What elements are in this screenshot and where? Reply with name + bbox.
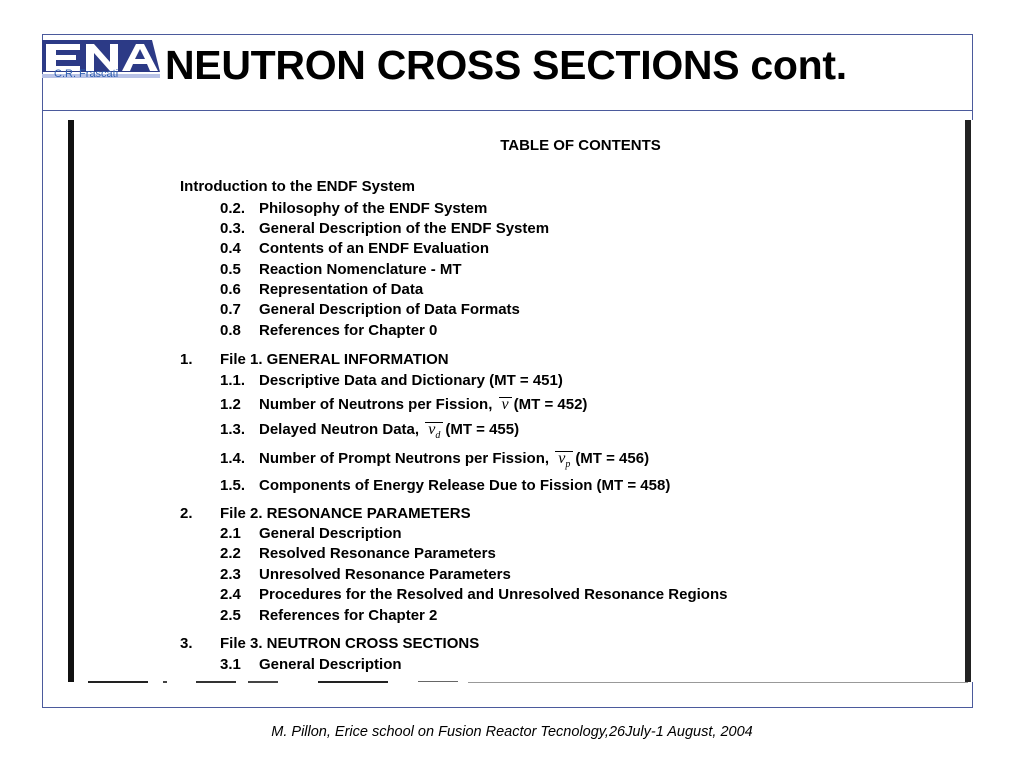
toc-item-text: Philosophy of the ENDF System xyxy=(259,200,488,217)
scan-border-left xyxy=(68,120,74,682)
toc-item-text: Components of Energy Release Due to Fission (MT = 458) xyxy=(259,477,671,494)
toc-item-text: References for Chapter 0 xyxy=(259,322,438,339)
toc-item-text-group xyxy=(259,220,549,237)
toc-item-text-group xyxy=(220,635,479,652)
toc-item-text-group xyxy=(259,421,519,443)
toc-item-number: 1.4. xyxy=(220,450,246,467)
toc-item-text: Contents of an ENDF Evaluation xyxy=(259,240,490,257)
toc-item-number: 2.5 xyxy=(220,607,241,624)
toc-item-number: 2.1 xyxy=(220,525,241,542)
nu-symbol-base: ν xyxy=(501,396,509,413)
toc-item-number: 0.5 xyxy=(220,261,241,278)
toc-item-text: Delayed Neutron Data, xyxy=(259,421,420,438)
toc-item-text: Resolved Resonance Parameters xyxy=(259,545,496,562)
toc-item-number: 2.4 xyxy=(220,586,241,603)
toc-item-text: File 3. NEUTRON CROSS SECTIONS xyxy=(220,635,480,652)
nu-symbol xyxy=(499,397,512,412)
toc-item-text: Procedures for the Resolved and Unresolved Resonance Regions xyxy=(259,586,728,603)
toc-item-text-group xyxy=(259,607,437,624)
nu-symbol-base: ν xyxy=(558,450,566,467)
toc-item-number: 3.1 xyxy=(220,656,241,673)
toc-item-text-group xyxy=(259,261,462,278)
toc-item-number: 2. xyxy=(180,505,193,522)
page-title: NEUTRON CROSS SECTIONS cont. xyxy=(165,42,847,88)
toc-item-text-group xyxy=(259,656,402,673)
toc-item-text-group xyxy=(220,351,449,368)
toc-item-mt: (MT = 452) xyxy=(513,396,588,413)
toc-item-text: General Description xyxy=(259,525,402,542)
toc-scan xyxy=(68,120,973,682)
toc-item-text-group xyxy=(259,545,496,562)
toc-item-text: Descriptive Data and Dictionary (MT = 451) xyxy=(259,372,563,389)
toc-item-text: References for Chapter 2 xyxy=(259,607,438,624)
toc-item-number: 0.4 xyxy=(220,240,241,257)
toc-item-text-group xyxy=(259,450,649,472)
toc-item-text-group xyxy=(259,477,670,494)
toc-item-text-group xyxy=(259,322,437,339)
toc-item-text: Number of Prompt Neutrons per Fission, xyxy=(259,450,550,467)
clipped-next-line xyxy=(88,681,968,684)
toc-heading: TABLE OF CONTENTS xyxy=(500,137,661,154)
toc-item-text-group xyxy=(259,566,511,583)
toc-item-text: Unresolved Resonance Parameters xyxy=(259,566,511,583)
nu-symbol-subscript: d xyxy=(435,430,441,442)
toc-item-number: 2.3 xyxy=(220,566,241,583)
toc-intro-text: Introduction to the ENDF System xyxy=(180,178,416,195)
toc-item-number: 0.3. xyxy=(220,220,246,237)
toc-item-text-group xyxy=(259,200,487,217)
toc-item-text-group xyxy=(259,396,587,413)
nu-symbol-base: ν xyxy=(428,421,436,438)
toc-item-text: General Description of the ENDF System xyxy=(259,220,550,237)
title-divider xyxy=(42,110,973,111)
toc-item-text-group xyxy=(220,505,471,522)
toc-item-number: 1. xyxy=(180,351,193,368)
toc-item-text-group xyxy=(259,240,489,257)
toc-item-number: 1.3. xyxy=(220,421,246,438)
toc-item-number: 0.2. xyxy=(220,200,246,217)
toc-item-text-group xyxy=(259,525,402,542)
toc-item-number: 0.7 xyxy=(220,301,241,318)
toc-intro xyxy=(180,178,415,195)
footer-credit: M. Pillon, Erice school on Fusion Reactor Tecnology,26July-1 August, 2004 xyxy=(271,724,753,740)
toc-item-text: File 2. RESONANCE PARAMETERS xyxy=(220,505,471,522)
nu-symbol xyxy=(425,422,443,443)
toc-item-number: 0.6 xyxy=(220,281,241,298)
toc-item-number: 0.8 xyxy=(220,322,241,339)
toc-item-text: General Description xyxy=(259,656,402,673)
toc-item-text: File 1. GENERAL INFORMATION xyxy=(220,351,449,368)
toc-item-text-group xyxy=(259,301,520,318)
toc-item-text-group xyxy=(259,281,423,298)
toc-item-number: 2.2 xyxy=(220,545,241,562)
nu-symbol xyxy=(555,451,573,472)
nu-symbol-subscript: p xyxy=(565,459,571,471)
toc-item-number: 3. xyxy=(180,635,193,652)
toc-item-mt: (MT = 456) xyxy=(575,450,650,467)
scan-border-right xyxy=(965,120,971,682)
toc-item-text-group xyxy=(259,586,727,603)
toc-item-mt: (MT = 455) xyxy=(445,421,520,438)
toc-item-number: 1.1. xyxy=(220,372,246,389)
toc-item-text: General Description of Data Formats xyxy=(259,301,520,318)
toc-item-text-group xyxy=(259,372,563,389)
logo-subtext: C.R. Frascati xyxy=(54,68,119,80)
toc-item-number: 1.2 xyxy=(220,396,241,413)
toc-item-text: Number of Neutrons per Fission, xyxy=(259,396,493,413)
toc-item-text: Reaction Nomenclature - MT xyxy=(259,261,462,278)
toc-item-text: Representation of Data xyxy=(259,281,424,298)
toc-item-number: 1.5. xyxy=(220,477,246,494)
